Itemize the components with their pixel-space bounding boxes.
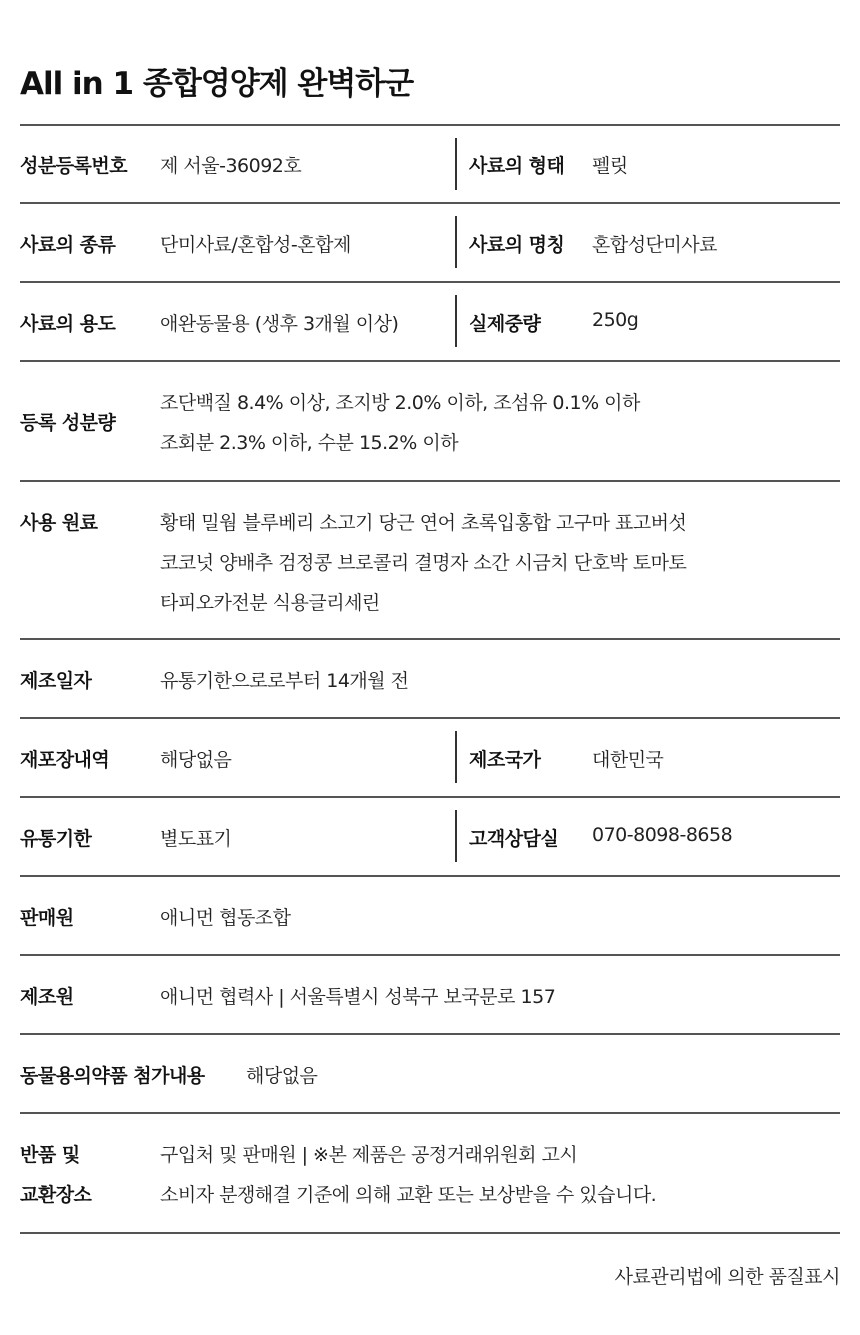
- feed-name-value: 혼합성단미사료: [592, 234, 717, 256]
- table-divider: [20, 281, 840, 283]
- ingredients-line: 타피오카전분 식용글리세린: [160, 592, 380, 614]
- expiry-value: 별도표기: [160, 828, 232, 850]
- table-divider: [20, 1232, 840, 1234]
- form-value: 펠릿: [592, 155, 628, 177]
- usage-value: 애완동물용 (생후 3개월 이상): [160, 313, 399, 335]
- table-divider: [20, 638, 840, 640]
- composition-line: 조단백질 8.4% 이상, 조지방 2.0% 이하, 조섬유 0.1% 이하: [160, 392, 640, 414]
- weight-value: 250g: [592, 309, 639, 331]
- column-separator: [455, 810, 457, 862]
- ingredients-label: 사용 원료: [20, 512, 98, 534]
- kind-value: 단미사료/혼합성-혼합제: [160, 234, 351, 256]
- form-label: 사료의 형태: [469, 155, 565, 177]
- column-separator: [455, 216, 457, 268]
- repackager-label: 재포장내역: [20, 749, 110, 771]
- table-divider: [20, 796, 840, 798]
- registration-label: 성분등록번호: [20, 155, 128, 177]
- feed-name-label: 사료의 명칭: [469, 234, 565, 256]
- ingredients-line: 코코넛 양배추 검정콩 브로콜리 결명자 소간 시금치 단호박 토마토: [160, 552, 687, 574]
- returns-line: 소비자 분쟁해결 기준에 의해 교환 또는 보상받을 수 있습니다.: [160, 1184, 657, 1206]
- composition-label: 등록 성분량: [20, 412, 116, 434]
- weight-label: 실제중량: [469, 313, 541, 335]
- returns-label: 반품 및: [20, 1144, 80, 1166]
- seller-label: 판매원: [20, 907, 74, 929]
- manufacturer-value: 애니먼 협력사 | 서울특별시 성북구 보국문로 157: [160, 986, 556, 1008]
- support-label: 고객상담실: [469, 828, 559, 850]
- ingredients-line: 황태 밀웜 블루베리 소고기 당근 연어 초록입홍합 고구마 표고버섯: [160, 512, 687, 534]
- returns-label: 교환장소: [20, 1184, 92, 1206]
- table-divider: [20, 954, 840, 956]
- column-separator: [455, 731, 457, 783]
- country-value: 대한민국: [592, 749, 664, 771]
- table-divider: [20, 480, 840, 482]
- table-divider: [20, 1112, 840, 1114]
- column-separator: [455, 295, 457, 347]
- repackager-value: 해당없음: [160, 749, 232, 771]
- composition-line: 조회분 2.3% 이하, 수분 15.2% 이하: [160, 432, 459, 454]
- expiry-label: 유통기한: [20, 828, 92, 850]
- drugs-label: 동물용의약품 첨가내용: [20, 1065, 205, 1087]
- footer-note: 사료관리법에 의한 품질표시: [614, 1266, 840, 1288]
- product-title: All in 1 종합영양제 완벽하군: [20, 66, 414, 102]
- manufacture-date-value: 유통기한으로로부터 14개월 전: [160, 670, 409, 692]
- table-divider: [20, 124, 840, 126]
- table-divider: [20, 360, 840, 362]
- returns-line: 구입처 및 판매원 | ※본 제품은 공정거래위원회 고시: [160, 1144, 578, 1166]
- seller-value: 애니먼 협동조합: [160, 907, 291, 929]
- table-divider: [20, 1033, 840, 1035]
- manufacturer-label: 제조원: [20, 986, 74, 1008]
- table-divider: [20, 875, 840, 877]
- usage-label: 사료의 용도: [20, 313, 116, 335]
- manufacture-date-label: 제조일자: [20, 670, 92, 692]
- support-phone: 070-8098-8658: [592, 824, 733, 846]
- drugs-value: 해당없음: [246, 1065, 318, 1087]
- kind-label: 사료의 종류: [20, 234, 116, 256]
- column-separator: [455, 138, 457, 190]
- table-divider: [20, 717, 840, 719]
- country-label: 제조국가: [469, 749, 541, 771]
- registration-value: 제 서울-36092호: [160, 155, 302, 177]
- table-divider: [20, 202, 840, 204]
